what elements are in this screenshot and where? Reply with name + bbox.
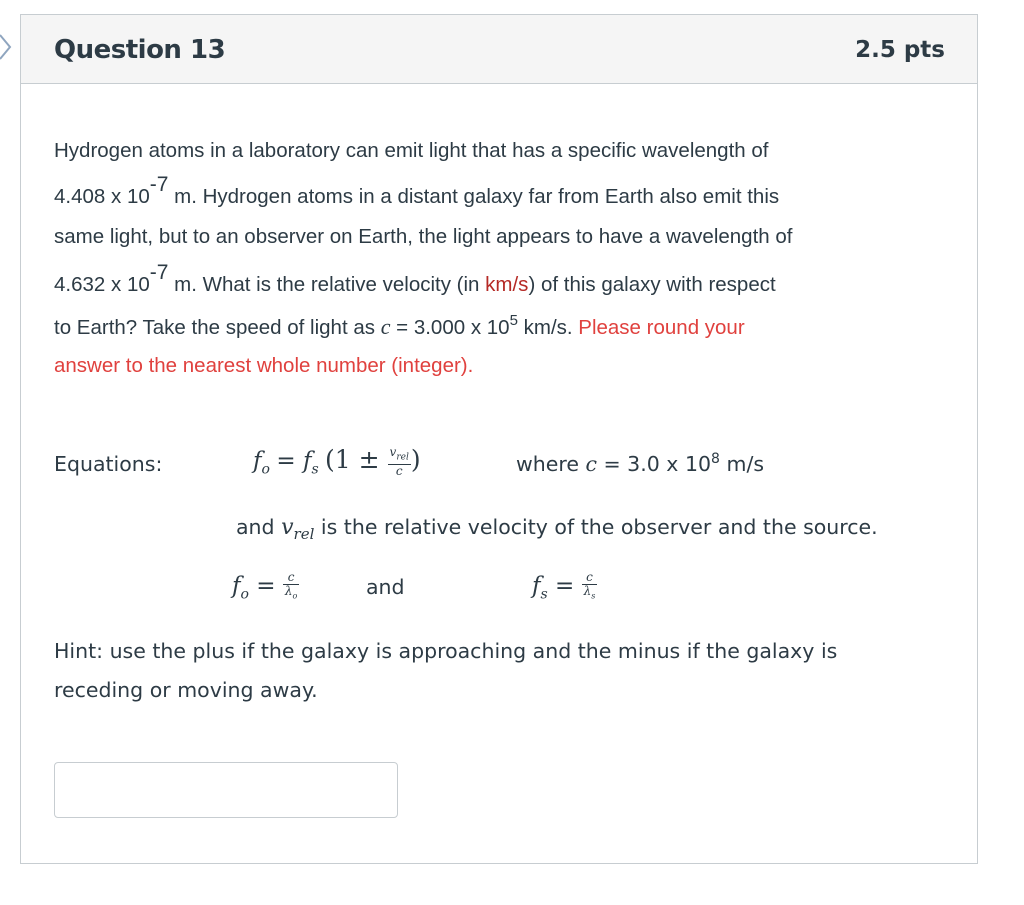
doppler-equation: $f_o = f_s$ (1 ± $\frac{v_{rel}}{c}$ ): [253, 444, 421, 479]
speed-of-light-definition: where c = 3.0 x $10^8$ m/s: [516, 451, 765, 476]
question-header: [21, 15, 977, 84]
question-line-2: 4.408 x 10-7 m. Hydrogen atoms in a distant galaxy far from Earth also emit this: [54, 173, 780, 208]
exponent: 5: [509, 312, 518, 329]
vrel-definition: and $v_{rel}$ is the relative velocity of the observer and the source.: [236, 515, 878, 544]
chevron-right-icon[interactable]: [0, 33, 16, 61]
speed-of-light-symbol: c: [380, 314, 391, 339]
question-line-3: same light, but to an observer on Earth, the light appears to have a wavelength of: [54, 225, 793, 248]
hint-line-1: Hint: use the plus if the galaxy is approaching and the minus if the galaxy is: [54, 639, 838, 663]
exponent: -7: [149, 261, 169, 284]
question-line-1: Hydrogen atoms in a laboratory can emit light that has a specific wavelength of: [54, 139, 769, 162]
rounding-instruction-line-2: answer to the nearest whole number (integer).: [54, 354, 474, 377]
answer-input[interactable]: [54, 762, 398, 818]
question-line-5: to Earth? Take the speed of light as c = 3.000 x $10^5$ km/s. Please round your: [54, 312, 745, 339]
equations-and: and: [366, 575, 405, 599]
hint-line-2: receding or moving away.: [54, 678, 318, 702]
exponent: -7: [149, 173, 169, 196]
equations-label: Equations:: [54, 452, 163, 476]
rounding-instruction: Please round your: [578, 316, 745, 339]
source-frequency-equation: $f_s$ = $\frac{c}{\lambda_s}$: [532, 570, 596, 603]
observed-frequency-equation: $f_o$ = $\frac{c}{\lambda_o}$: [232, 570, 298, 603]
question-card: [20, 14, 978, 864]
units-highlight: km/s: [485, 273, 529, 296]
question-title: Question 13: [54, 35, 226, 65]
question-points: 2.5 pts: [855, 37, 945, 63]
question-line-4: 4.632 x 10-7 m. What is the relative velocity (in km/s) of this galaxy with respect: [54, 261, 776, 296]
